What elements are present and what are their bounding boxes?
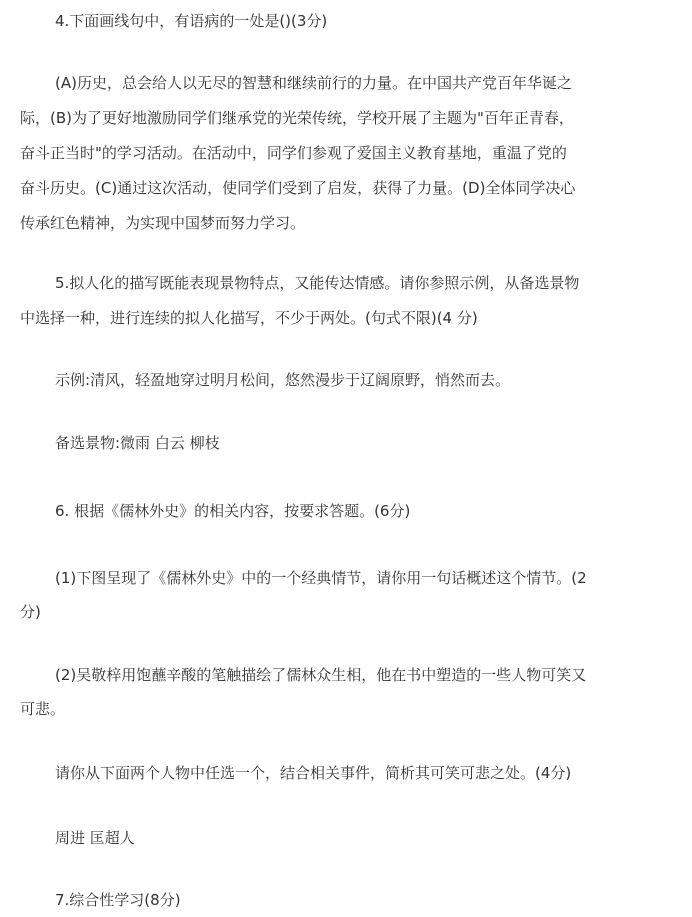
q4-title: 4.下面画线句中，有语病的一处是()(3分) — [55, 12, 328, 30]
q6-p3: 请你从下面两个人物中任选一个，结合相关事件，简析其可笑可悲之处。(4分) — [55, 764, 572, 782]
q6-p2-line-1: (2)吴敬梓用饱蘸辛酸的笔触描绘了儒林众生相，他在书中塑造的一些人物可笑又 — [55, 666, 587, 684]
q4-line-2: 际，(B)为了更好地激励同学们继承党的光荣传统，学校开展了主题为"百年正青春， — [20, 109, 574, 127]
q6-title: 6. 根据《儒林外史》的相关内容，按要求答题。(6分) — [55, 502, 411, 520]
q6-p1-line-1: (1)下图呈现了《儒林外史》中的一个经典情节，请你用一句话概述这个情节。(2 — [55, 569, 587, 587]
q4-line-3: 奋斗正当时"的学习活动。在活动中，同学们参观了爱国主义教育基地，重温了党的 — [20, 144, 567, 162]
q4-line-5: 传承红色精神，为实现中国梦而努力学习。 — [20, 214, 306, 232]
q6-p2-line-2: 可悲。 — [20, 700, 66, 718]
q5-line-2: 中选择一种，进行连续的拟人化描写，不少于两处。(句式不限)(4 分) — [20, 309, 478, 327]
q6-characters: 周进 匡超人 — [55, 829, 135, 847]
q4-line-1: (A)历史，总会给人以无尽的智慧和继续前行的力量。在中国共产党百年华诞之 — [55, 74, 572, 92]
q5-example: 示例:清风，轻盈地穿过明月松间，悠然漫步于辽阔原野，悄然而去。 — [55, 371, 511, 389]
q6-p1-line-2: 分) — [20, 603, 41, 621]
q5-options: 备选景物:微雨 白云 柳枝 — [55, 434, 220, 452]
q7-title: 7.综合性学习(8分) — [55, 891, 181, 909]
q4-line-4: 奋斗历史。(C)通过这次活动，使同学们受到了启发，获得了力量。(D)全体同学决心 — [20, 179, 576, 197]
q5-line-1: 5.拟人化的描写既能表现景物特点，又能传达情感。请你参照示例，从备选景物 — [55, 274, 580, 292]
